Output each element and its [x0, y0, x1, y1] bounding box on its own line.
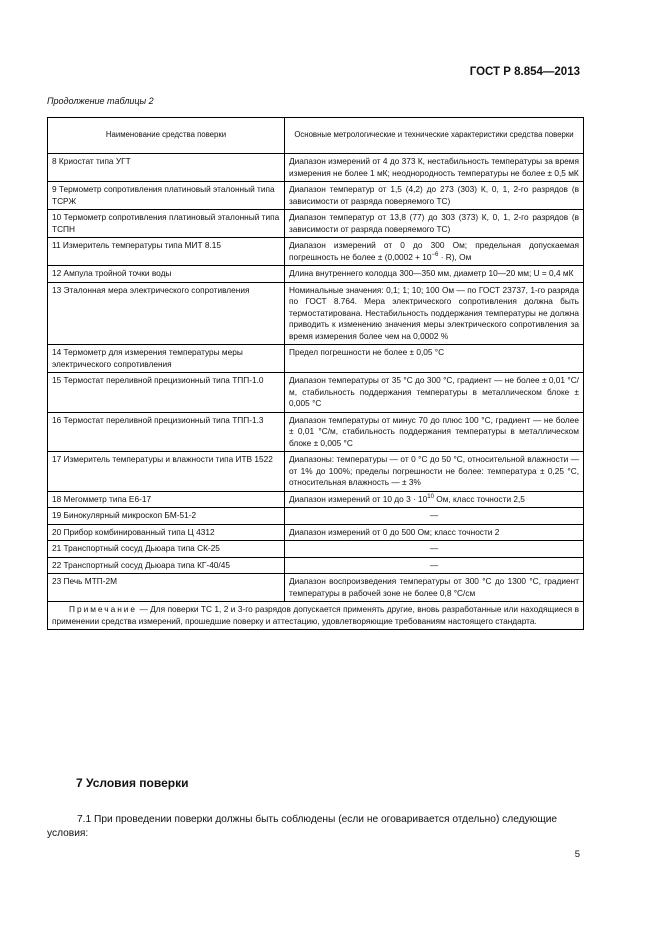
table-row	[48, 210, 584, 238]
table-caption: Продолжение таблицы 2	[47, 96, 154, 106]
spec-text-tail: · R), Ом	[438, 251, 472, 262]
instrument-name-cell: 13 Эталонная мера электрического сопротивления	[48, 282, 285, 345]
table-note	[48, 602, 584, 630]
instrument-name-cell: 23 Печь МТП-2М	[48, 574, 285, 602]
table-row	[48, 238, 584, 266]
instrument-name-cell: 10 Термометр сопротивления платиновый эталонный типа ТСПН	[48, 210, 285, 238]
table-row	[48, 557, 584, 574]
instrument-spec-cell: —	[285, 541, 584, 558]
table-row	[48, 412, 584, 452]
spec-text-tail: Ом, класс точности 2,5	[433, 493, 525, 504]
instrument-spec-cell: Диапазон воспроизведения температуры от 300 °С до 1300 °С, градиент температуры в рабочей зоне не более 0,8 °С/см	[285, 574, 584, 602]
column-header-name: Наименование средства поверки	[48, 118, 285, 154]
instrument-spec-cell: Диапазон температуры от 35 °С до 300 °С, градиент — не более ± 0,01 °С/м, стабильность поддержания температуры в металлическом блоке ± 0,005 °С	[285, 373, 584, 413]
table-row	[48, 282, 584, 345]
table-row	[48, 541, 584, 558]
instrument-spec-cell: Предел погрешности не более ± 0,05 °С	[285, 345, 584, 373]
instrument-name-cell: 21 Транспортный сосуд Дьюара типа СК-25	[48, 541, 285, 558]
document-header: ГОСТ Р 8.854—2013	[469, 66, 580, 78]
instrument-spec-cell: Диапазон измерений от 0 до 500 Ом; класс точности 2	[285, 524, 584, 541]
column-header-spec: Основные метрологические и технические характеристики средства поверки	[285, 118, 584, 154]
instrument-name-cell: 16 Термостат переливной прецизионный типа ТПП-1.3	[48, 412, 285, 452]
table-row	[48, 182, 584, 210]
instrument-spec-cell: Номинальные значения: 0,1; 1; 10; 100 Ом — по ГОСТ 23737, 1-го разряда по ГОСТ 8.764. Мера электрического сопротивления должна быть термостатирована. Нестабильность поддержания температуры не должна приводить к изменению значения меры электрического сопротивления за время измерения более чем на 0,0002 %	[285, 282, 584, 345]
instrument-name-cell: 8 Криостат типа УГТ	[48, 154, 285, 182]
instrument-spec-cell: Диапазон температур от 13,8 (77) до 303 (373) К, 0, 1, 2-го разрядов (в зависимости от разряда поверяемого ТС)	[285, 210, 584, 238]
table-row	[48, 524, 584, 541]
instrument-spec-cell: —	[285, 557, 584, 574]
section-paragraph: 7.1 При проведении поверки должны быть соблюдены (если не оговаривается отдельно) следующие условия:	[47, 814, 558, 839]
table-row	[48, 508, 584, 525]
instrument-name-cell: 11 Измеритель температуры типа МИТ 8.15	[48, 238, 285, 266]
verification-means-table	[47, 117, 584, 630]
instrument-spec-cell: Диапазон температур от 1,5 (4,2) до 273 (303) К, 0, 1, 2-го разрядов (в зависимости от разряда поверяемого ТС)	[285, 182, 584, 210]
instrument-name-cell: 15 Термостат переливной прецизионный типа ТПП-1.0	[48, 373, 285, 413]
instrument-spec-cell	[285, 238, 584, 266]
table-row	[48, 266, 584, 283]
instrument-spec-cell: Диапазон температуры от минус 70 до плюс 100 °С, градиент — не более ± 0,01 °С/м, стабильность поддержания температуры в металлическом блоке ± 0,005 °С	[285, 412, 584, 452]
table-row	[48, 154, 584, 182]
instrument-name-cell: 14 Термометр для измерения температуры меры электрического сопротивления	[48, 345, 285, 373]
table-row	[48, 452, 584, 492]
note-text: — Для поверки ТС 1, 2 и 3-го разрядов допускается применять другие, вновь разработанные или находящиеся в применении средства измерений, прошедшие поверку и аттестацию, удовлетворяющие требованиям настоящего стандарта.	[52, 604, 579, 626]
spec-superscript: −6	[431, 251, 439, 258]
instrument-name-cell: 9 Термометр сопротивления платиновый эталонный типа ТСРЖ	[48, 182, 285, 210]
instrument-spec-cell: Диапазоны: температуры — от 0 °С до 50 °С, относительной влажности — от 1% до 100%; пределы погрешности не более: температура ± 0,25 °С, относительная влажность — ± 3%	[285, 452, 584, 492]
spec-superscript: 10	[427, 493, 434, 500]
instrument-spec-cell: —	[285, 508, 584, 525]
instrument-name-cell: 22 Транспортный сосуд Дьюара типа КГ-40/45	[48, 557, 285, 574]
instrument-name-cell: 19 Бинокулярный микроскоп БМ-51-2	[48, 508, 285, 525]
page-number: 5	[574, 849, 580, 860]
instrument-spec-cell	[285, 491, 584, 508]
table-row	[48, 574, 584, 602]
section-title: 7 Условия поверки	[76, 776, 189, 790]
instrument-name-cell: 18 Мегомметр типа Е6-17	[48, 491, 285, 508]
note-label: Примечание	[69, 604, 138, 614]
instrument-spec-cell: Длина внутреннего колодца 300—350 мм, диаметр 10—20 мм; U = 0,4 мК	[285, 266, 584, 283]
instrument-name-cell: 12 Ампула тройной точки воды	[48, 266, 285, 283]
table-row	[48, 373, 584, 413]
instrument-name-cell: 17 Измеритель температуры и влажности типа ИТВ 1522	[48, 452, 285, 492]
instrument-name-cell: 20 Прибор комбинированный типа Ц 4312	[48, 524, 285, 541]
spec-text: Диапазон измерений от 0 до 300 Ом; предельная допускаемая погрешность не более ± (0,0002 + 10	[289, 240, 579, 262]
instrument-spec-cell: Диапазон измерений от 4 до 373 К, нестабильность температуры за время измерения не более 1 мК; неоднородность температуры не более ± 0,5 мК	[285, 154, 584, 182]
table-row	[48, 345, 584, 373]
table-row	[48, 491, 584, 508]
spec-text: Диапазон измерений от 10 до 3 · 10	[289, 493, 428, 504]
